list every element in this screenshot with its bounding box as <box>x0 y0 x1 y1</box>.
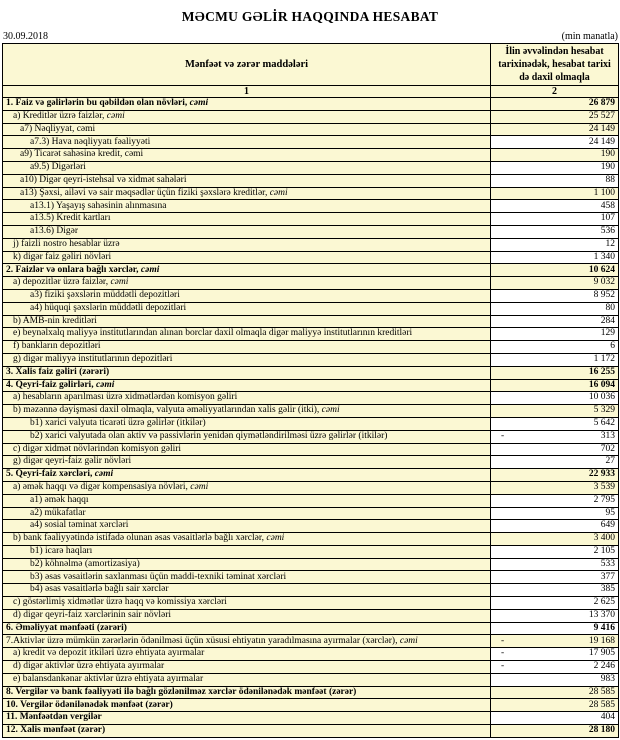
row-label-cell <box>3 494 491 507</box>
row-label: a4) sosial təminat xərcləri <box>30 520 129 531</box>
row-value-cell <box>491 469 619 482</box>
table-row <box>3 341 619 354</box>
row-label-cell <box>3 149 491 162</box>
row-value: 702 <box>600 443 615 454</box>
table-row <box>3 213 619 226</box>
table-row <box>3 558 619 571</box>
row-value: 1 340 <box>593 251 615 262</box>
table-row <box>3 264 619 277</box>
row-label-italic-suffix: cəmi <box>269 187 288 198</box>
table-row <box>3 277 619 290</box>
row-value-cell <box>491 187 619 200</box>
row-label-cell <box>3 277 491 290</box>
row-label: b3) əsas vəsaitlərin saxlanması üçün maddi-texniki təminat xərcləri <box>30 571 287 582</box>
row-value-cell <box>491 225 619 238</box>
row-value: 22 933 <box>588 469 615 480</box>
table-row <box>3 725 619 738</box>
row-value: 12 <box>605 238 615 249</box>
table-header-row <box>3 44 619 86</box>
row-value-cell <box>491 110 619 123</box>
table-row <box>3 712 619 725</box>
table-row <box>3 200 619 213</box>
row-label-cell <box>3 661 491 674</box>
table-row <box>3 136 619 149</box>
row-value: 95 <box>605 507 615 518</box>
row-label-italic-suffix: cəmi <box>95 379 115 390</box>
row-label-cell <box>3 98 491 111</box>
row-label-italic-suffix: cəmi <box>110 277 129 288</box>
row-label-cell <box>3 328 491 341</box>
row-value: 5 642 <box>593 418 615 429</box>
row-value-cell <box>491 405 619 418</box>
row-label: c) digər xidmət növlərindən komisyon gəliri <box>13 443 182 454</box>
row-value: 2 105 <box>593 546 615 557</box>
table-row <box>3 174 619 187</box>
table-row <box>3 98 619 111</box>
table-row <box>3 584 619 597</box>
table-row <box>3 430 619 443</box>
table-row <box>3 149 619 162</box>
table-row <box>3 289 619 302</box>
row-label: a9) Ticarət sahəsinə kredit, cəmi <box>20 149 144 160</box>
row-value: 190 <box>600 149 615 160</box>
row-label-cell <box>3 251 491 264</box>
row-label: a3) fiziki şəxslərin müddətli depozitləri <box>30 290 180 301</box>
row-label-cell <box>3 366 491 379</box>
row-value-cell <box>491 315 619 328</box>
row-value: 24 149 <box>588 123 615 134</box>
table-row <box>3 379 619 392</box>
row-label-italic-suffix: cəmi <box>321 405 340 416</box>
row-label: 7.Aktivlər üzrə mümkün zərərlərin ödənilməsi üçün xüsusi ehtiyatın yaradılmasına ayırmalar (xərclər), <box>6 635 400 646</box>
row-label: b1) xarici valyuta ticarəti üzrə gəlirlər (itkilər) <box>30 418 206 429</box>
row-value-cell <box>491 379 619 392</box>
row-label: b1) icarə haqları <box>30 546 93 557</box>
table-body <box>3 98 619 738</box>
row-value-cell <box>491 443 619 456</box>
table-row <box>3 353 619 366</box>
row-value: 17 905 <box>588 648 615 659</box>
table-row <box>3 328 619 341</box>
table-row <box>3 366 619 379</box>
row-value-cell <box>491 149 619 162</box>
row-value-cell <box>491 520 619 533</box>
row-label-cell <box>3 558 491 571</box>
row-label: a2) mükafatlar <box>30 507 86 518</box>
row-label: a) hesabların aparılması üzrə xidmətlərdən komisyon gəliri <box>13 392 238 403</box>
table-row <box>3 571 619 584</box>
row-value-cell <box>491 584 619 597</box>
row-label: a) Kreditlər üzrə faizlər, <box>13 110 107 121</box>
row-label-cell <box>3 673 491 686</box>
row-label-cell <box>3 123 491 136</box>
row-label: a4) hüquqi şəxslərin müddətli depozitləri <box>30 302 187 313</box>
row-label-italic-suffix: cəmi <box>266 533 285 544</box>
row-label: d) digər qeyri-faiz xərclərinin sair növləri <box>13 610 171 621</box>
row-value-cell <box>491 571 619 584</box>
table-row <box>3 238 619 251</box>
report-date: 30.09.2018 <box>3 31 48 42</box>
row-label: b) bank fəaliyyətində istifadə olunan əsas vəsaitlərlə bağlı xərclər, <box>13 533 267 544</box>
row-label-cell <box>3 110 491 123</box>
row-label: 3. Xalis faiz gəliri (zərəri) <box>6 366 110 377</box>
row-label-cell <box>3 187 491 200</box>
table-row <box>3 481 619 494</box>
table-row <box>3 661 619 674</box>
row-value-cell <box>491 417 619 430</box>
row-label-cell <box>3 238 491 251</box>
row-label-cell <box>3 712 491 725</box>
column-index-2: 2 <box>491 86 619 98</box>
row-value: 2 246 <box>593 661 615 672</box>
row-value-cell <box>491 725 619 738</box>
row-label: a13.6) Digər <box>30 226 79 237</box>
row-label: a) kredit və depozit itkiləri üzrə ehtiyata ayırmalar <box>13 648 205 659</box>
row-value: 3 400 <box>593 533 615 544</box>
row-value: 313 <box>600 430 615 441</box>
row-value: 25 527 <box>588 110 615 121</box>
row-label: b2) xarici valyutada olan aktiv və passivlərin yenidən qiymətləndirilməsi üzrə gəlirlər (itkilər) <box>30 430 388 441</box>
row-label-cell <box>3 725 491 738</box>
items-column-header: Mənfəət və zərər maddələri <box>3 44 491 86</box>
row-value-cell <box>491 213 619 226</box>
row-value: 27 <box>605 456 615 467</box>
row-value-cell <box>491 161 619 174</box>
row-label-cell <box>3 302 491 315</box>
row-label-cell <box>3 469 491 482</box>
row-value-cell <box>491 366 619 379</box>
row-label: a13.1) Yaşayış sahəsinin alınmasına <box>30 200 167 211</box>
row-label: a) depozitlər üzrə faizlər, <box>13 277 111 288</box>
column-index-1: 1 <box>3 86 491 98</box>
row-label-cell <box>3 417 491 430</box>
row-value: 28 180 <box>588 725 615 736</box>
row-value: 28 585 <box>588 686 615 697</box>
row-value: 8 952 <box>593 290 615 301</box>
table-row <box>3 251 619 264</box>
row-value-cell <box>491 238 619 251</box>
row-value: 1 172 <box>593 354 615 365</box>
row-label-italic-suffix: cəmi <box>399 635 418 646</box>
table-row <box>3 699 619 712</box>
row-label: b2) köhnəlmə (amortizasiya) <box>30 558 140 569</box>
table-row <box>3 187 619 200</box>
row-value-cell <box>491 200 619 213</box>
row-label: d) digər aktivlər üzrə ehtiyata ayırmalar <box>13 661 165 672</box>
row-value: 1 100 <box>593 187 615 198</box>
row-value: 28 585 <box>588 699 615 710</box>
row-label-cell <box>3 571 491 584</box>
row-value: 3 539 <box>593 482 615 493</box>
row-label-cell <box>3 136 491 149</box>
row-label-cell <box>3 635 491 648</box>
row-label-cell <box>3 225 491 238</box>
row-label: e) beynəlxalq maliyyə institutlarından alınan borclar daxil olmaqla digər maliyyə institutlarının kreditləri <box>13 328 413 339</box>
row-value: 9 416 <box>593 622 615 633</box>
row-value: 9 032 <box>593 277 615 288</box>
table-row <box>3 673 619 686</box>
row-value: 13 370 <box>588 610 615 621</box>
row-label: 6. Əməliyyat mənfəəti (zərəri) <box>6 622 127 633</box>
table-row <box>3 123 619 136</box>
row-label-italic-suffix: cəmi <box>106 110 125 121</box>
income-statement-table <box>2 43 619 738</box>
row-label-italic-suffix: cəmi <box>189 98 209 109</box>
row-label: a7) Nəqliyyat, cəmi <box>20 123 96 134</box>
row-value-cell <box>491 622 619 635</box>
row-label-cell <box>3 597 491 610</box>
row-value-cell <box>491 277 619 290</box>
row-label-italic-suffix: cəmi <box>140 264 160 275</box>
row-value-cell <box>491 123 619 136</box>
table-row <box>3 507 619 520</box>
row-label-cell <box>3 507 491 520</box>
row-value: 10 624 <box>588 264 615 275</box>
row-value: 2 625 <box>593 597 615 608</box>
row-label: c) göstərlimiş xidmətlər üzrə haqq və komissiya xərcləri <box>13 597 227 608</box>
row-value-cell <box>491 341 619 354</box>
row-label: 5. Qeyri-faiz xərcləri, <box>6 469 95 480</box>
row-label-cell <box>3 456 491 469</box>
table-row <box>3 110 619 123</box>
row-label-cell <box>3 200 491 213</box>
row-value-cell <box>491 545 619 558</box>
row-value: 107 <box>600 213 615 224</box>
row-value-cell <box>491 430 619 443</box>
row-label-cell <box>3 443 491 456</box>
row-value-cell <box>491 302 619 315</box>
row-label-italic-suffix: cəmi <box>94 469 114 480</box>
row-value: 6 <box>610 341 615 352</box>
table-row <box>3 161 619 174</box>
column-index-row <box>3 86 619 98</box>
row-value-cell <box>491 507 619 520</box>
negative-dash: - <box>501 430 505 441</box>
row-label: 1. Faiz və gəlirlərin bu qəbildən olan növləri, <box>6 98 190 109</box>
row-label: a10) Digər qeyri-istehsal və xidmət sahələri <box>20 174 187 185</box>
table-row <box>3 302 619 315</box>
row-value-cell <box>491 174 619 187</box>
table-row <box>3 494 619 507</box>
row-label-cell <box>3 648 491 661</box>
row-value: 16 094 <box>588 379 615 390</box>
row-label: a1) əmək haqqı <box>30 494 89 505</box>
row-value-cell <box>491 392 619 405</box>
row-value: 10 036 <box>588 392 615 403</box>
negative-dash: - <box>501 661 505 672</box>
row-value-cell <box>491 661 619 674</box>
row-value-cell <box>491 673 619 686</box>
row-label: g) digər maliyyə institutlarının depozitləri <box>13 354 173 365</box>
row-value-cell <box>491 289 619 302</box>
row-value: 19 168 <box>588 635 615 646</box>
row-value-cell <box>491 136 619 149</box>
row-value: 284 <box>600 315 615 326</box>
row-value: 2 795 <box>593 494 615 505</box>
row-value: 536 <box>600 226 615 237</box>
row-label-cell <box>3 264 491 277</box>
row-value-cell <box>491 533 619 546</box>
row-label-cell <box>3 341 491 354</box>
row-label: j) faizli nostro hesablar üzrə <box>13 238 120 249</box>
row-label: a7.3) Hava nəqliyyatı fəaliyyəti <box>30 136 151 147</box>
row-label-cell <box>3 545 491 558</box>
row-label-cell <box>3 584 491 597</box>
row-value: 649 <box>600 520 615 531</box>
row-label-cell <box>3 161 491 174</box>
row-label-cell <box>3 622 491 635</box>
table-row <box>3 686 619 699</box>
table-row <box>3 648 619 661</box>
row-value: 16 255 <box>588 366 615 377</box>
row-label-cell <box>3 379 491 392</box>
row-label: f) bankların depozitləri <box>13 341 101 352</box>
unit-note: (min manatla) <box>561 31 618 42</box>
table-row <box>3 597 619 610</box>
table-row <box>3 315 619 328</box>
row-value: 129 <box>600 328 615 339</box>
row-value-cell <box>491 481 619 494</box>
row-value-cell <box>491 251 619 264</box>
row-value-cell <box>491 98 619 111</box>
table-row <box>3 392 619 405</box>
table-row <box>3 443 619 456</box>
row-label-cell <box>3 289 491 302</box>
row-value-cell <box>491 686 619 699</box>
report-meta <box>0 25 620 42</box>
row-value-cell <box>491 494 619 507</box>
row-value: 26 879 <box>588 98 615 109</box>
row-label: b) AMB-nin kreditləri <box>13 315 97 326</box>
report-title: MƏCMU GƏLİR HAQQINDA HESABAT <box>181 9 439 24</box>
row-value-cell <box>491 635 619 648</box>
row-value: 404 <box>600 712 615 723</box>
row-label-cell <box>3 174 491 187</box>
table-row <box>3 405 619 418</box>
table-row <box>3 533 619 546</box>
row-label-cell <box>3 686 491 699</box>
table-row <box>3 609 619 622</box>
row-label: 12. Xalis mənfəət (zərər) <box>6 725 106 736</box>
table-row <box>3 622 619 635</box>
row-label-cell <box>3 520 491 533</box>
row-value: 377 <box>600 571 615 582</box>
table-row <box>3 225 619 238</box>
row-label: a13) Şəxsi, ailəvi və sair məqsədlər üçün fiziki şəxslərə kreditlər, <box>20 187 270 198</box>
row-label-cell <box>3 481 491 494</box>
row-value: 458 <box>600 200 615 211</box>
row-value-cell <box>491 699 619 712</box>
row-value-cell <box>491 597 619 610</box>
row-value-cell <box>491 648 619 661</box>
negative-dash: - <box>501 648 505 659</box>
row-value-cell <box>491 328 619 341</box>
row-value-cell <box>491 558 619 571</box>
row-label: a) əmək haqqı və digər kompensasiya növləri, <box>13 482 191 493</box>
table-row <box>3 545 619 558</box>
period-column-header: İlin əvvəlindən hesabat tarixinədək, hesabat tarixi də daxil olmaqla <box>491 44 619 86</box>
row-value-cell <box>491 712 619 725</box>
row-label-cell <box>3 213 491 226</box>
row-value: 983 <box>600 674 615 684</box>
row-label: 11. Mənfəətdən vergilər <box>6 712 102 723</box>
row-value: 5 329 <box>593 405 615 416</box>
row-label: b) məzənnə dəyişməsi daxil olmaqla, valyuta əməliyyatlarından xalis gəlir (itki), <box>13 405 322 416</box>
row-value-cell <box>491 264 619 277</box>
row-value: 190 <box>600 162 615 173</box>
row-label-cell <box>3 392 491 405</box>
table-row <box>3 520 619 533</box>
row-label: 8. Vergilər və bank fəaliyyəti ilə bağlı gözlənilməz xərclər ödənilənədək mənfəət (zərər) <box>6 686 357 697</box>
row-label: a13.5) Kredit kartları <box>30 213 111 224</box>
row-label: a9.5) Digərləri <box>30 162 86 173</box>
row-label-cell <box>3 430 491 443</box>
negative-dash: - <box>501 635 505 646</box>
table-row <box>3 456 619 469</box>
row-value: 385 <box>600 584 615 595</box>
row-value-cell <box>491 353 619 366</box>
row-label: b4) əsas vəsaitlərlə bağlı sair xərclər <box>30 584 169 595</box>
row-value-cell <box>491 609 619 622</box>
row-value-cell <box>491 456 619 469</box>
row-label-cell <box>3 315 491 328</box>
row-label: 10. Vergilər ödənilənədək mənfəət (zərər) <box>6 699 173 710</box>
row-value: 88 <box>605 174 615 185</box>
row-label: k) digər faiz gəliri növləri <box>13 251 112 262</box>
table-row <box>3 635 619 648</box>
row-label-cell <box>3 353 491 366</box>
row-label-italic-suffix: cəmi <box>190 482 209 493</box>
row-label: g) digər qeyri-faiz gəlir növləri <box>13 456 132 467</box>
row-label-cell <box>3 405 491 418</box>
row-value: 533 <box>600 558 615 569</box>
row-value: 24 149 <box>588 136 615 147</box>
row-label-cell <box>3 609 491 622</box>
row-value: 80 <box>605 302 615 313</box>
row-label-cell <box>3 533 491 546</box>
row-label: 4. Qeyri-faiz gəlirləri, <box>6 379 96 390</box>
table-row <box>3 417 619 430</box>
row-label-cell <box>3 699 491 712</box>
row-label: e) balansdankənar aktivlər üzrə ehtiyata ayırmalar <box>13 674 204 684</box>
table-row <box>3 469 619 482</box>
row-label: 2. Faizlər və onlara bağlı xərclər, <box>6 264 141 275</box>
